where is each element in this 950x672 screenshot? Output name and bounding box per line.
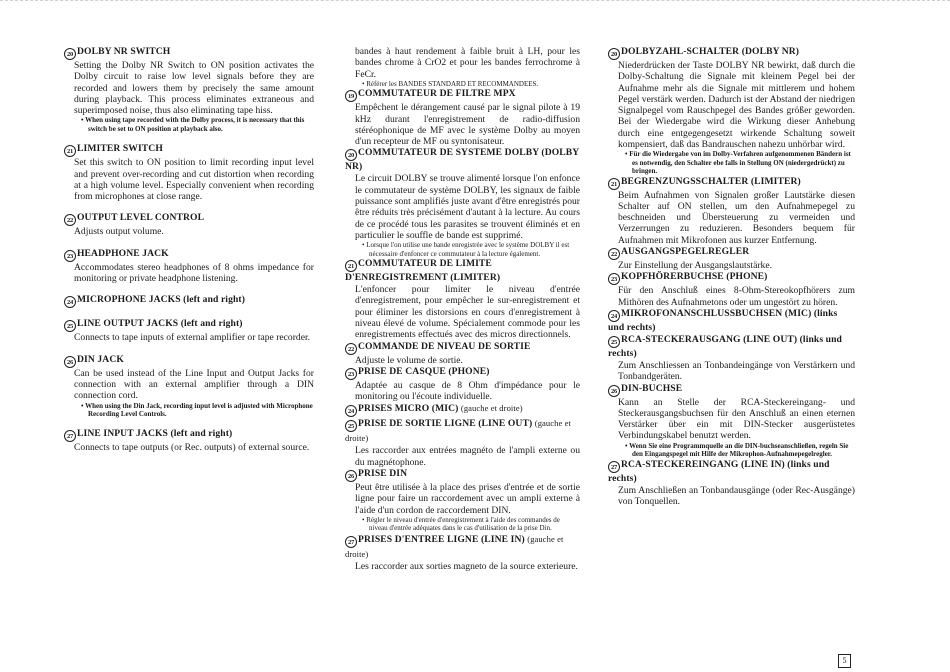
section-body: L'enfoncer pour limiter le niveau d'entrée d'enregistrement, pour empêcher le sur-enregistrement et pour éliminer les distorsions en cours d'enregistrement à niveau élevé de volume. Spécialement commode pour les enregistrements effectués avec des micros directionnels.: [355, 284, 580, 341]
french-section-27: [345, 533, 580, 572]
section-body: Zum Anschließen an Tonbandausgänge (oder Rec-Ausgänge) von Tonquellen.: [618, 484, 855, 507]
section-heading: [64, 212, 314, 226]
item-number-badge: 27: [345, 536, 357, 548]
item-number-badge: 25: [64, 320, 76, 332]
item-number-badge: 25: [608, 336, 620, 348]
section-heading: [345, 341, 580, 355]
note-text: Référer les BANDES STANDARD ET RECOMMANDEES.: [366, 79, 539, 88]
section-heading: [608, 308, 855, 334]
english-section-21: [64, 143, 314, 202]
item-number-badge: 19: [345, 90, 357, 102]
section-heading: [345, 88, 580, 102]
section-title: COMMUTATEUR DE SYSTEME DOLBY (DOLBY NR): [345, 147, 579, 173]
item-number-badge: 21: [64, 145, 76, 157]
section-heading: [608, 271, 855, 285]
item-number-badge: 26: [608, 385, 620, 397]
section-heading: [345, 417, 580, 445]
english-section-23: [64, 248, 314, 285]
french-section-20: [345, 147, 580, 258]
section-heading: [64, 428, 314, 442]
section-title-qualifier: (gauche et droite): [460, 403, 523, 414]
section-title: LINE OUTPUT JACKS (left and right): [77, 318, 243, 330]
french-column: [345, 46, 580, 572]
french-section-24: [345, 402, 580, 417]
section-body: Les raccorder aux sorties magneto de la source exterieure.: [355, 560, 578, 572]
top-divider: [0, 0, 950, 3]
bullet-icon: •: [81, 401, 86, 410]
item-number-badge: 22: [608, 248, 620, 260]
section-body: Accommodates stereo headphones of 8 ohms impedance for monitoring or private headphone listening.: [74, 261, 314, 285]
item-number-badge: 26: [64, 356, 76, 368]
section-body: Adaptée au casque de 8 Ohm d'impédance pour le monitoring ou l'écoute individuelle.: [355, 379, 580, 403]
section-note: [345, 516, 580, 533]
item-number-badge: 20: [345, 149, 357, 161]
section-body: Peut être utilisée à la place des prises d'entrée et de sortie ligne pour faire un raccordement avec un ampli externe à l'aide d'un cordon de raccordement DIN.: [355, 482, 580, 516]
section-heading: [345, 402, 580, 417]
french-section-22: [345, 341, 580, 366]
german-section-25: [608, 334, 855, 383]
english-section-20: [64, 46, 314, 133]
section-body: Set this switch to ON position to limit recording input level and prevent over-recording and cut distortion when recording at a high volume level. Especially convenient when recording from microphones at close range.: [74, 157, 314, 203]
section-title: PRISES D'ENTREE LIGNE (LINE IN): [358, 533, 525, 545]
section-title: RCA-STECKERAUSGANG (LINE OUT) (links und rechts): [608, 333, 842, 359]
section-heading: [608, 176, 855, 190]
note-text: When using tape recorded with the Dolby process, it is necessary that this switch be set to ON position at playback also.: [85, 116, 305, 133]
section-body: Kann an Stelle der RCA-Steckereingang- und Steckerausgangsbuchsen für den Anschluß an einen eternen Verstärker über ein mit DIN-Stecker ausgerüstetes Verbindungskabel benutzt werden.: [618, 396, 855, 442]
section-title: HEADPHONE JACK: [77, 247, 169, 259]
section-note: [345, 241, 580, 258]
bullet-icon: •: [362, 79, 367, 88]
section-heading: [608, 459, 855, 485]
section-title: DIN JACK: [77, 353, 124, 365]
bullet-icon: •: [625, 150, 630, 159]
section-heading: [345, 258, 580, 284]
section-title: PRISE DIN: [358, 468, 408, 480]
section-title: PRISE DE CASQUE (PHONE): [358, 365, 490, 377]
section-title: COMMUTATEUR DE LIMITE D'ENREGISTREMENT (LIMITER): [345, 258, 501, 284]
item-number-badge: 23: [345, 368, 357, 380]
section-body: Adjusts output volume.: [74, 226, 164, 238]
section-title: OUTPUT LEVEL CONTROL: [77, 212, 205, 224]
french-section-25: [345, 417, 580, 468]
section-heading: [64, 318, 314, 332]
section-heading: [608, 46, 855, 60]
bullet-icon: •: [362, 515, 367, 524]
section-title: KOPFHÖRERBUCHSE (PHONE): [621, 271, 768, 283]
item-number-badge: 25: [345, 420, 357, 432]
section-title: COMMUTATEUR DE FILTRE MPX: [358, 88, 516, 100]
section-note: [608, 150, 855, 175]
section-title: RCA-STECKEREINGANG (LINE IN) (links und rechts): [608, 458, 830, 484]
section-heading: [64, 354, 314, 368]
section-heading: [345, 468, 580, 482]
section-body: Adjuste le volume de sortie.: [355, 354, 463, 366]
french-section-21: [345, 258, 580, 340]
german-section-22: [608, 246, 855, 271]
bullet-icon: •: [81, 116, 86, 125]
french-section-26: [345, 468, 580, 533]
item-number-badge: 24: [64, 296, 76, 308]
section-title: LINE INPUT JACKS (left and right): [77, 428, 233, 440]
section-title: LIMITER SWITCH: [77, 143, 163, 155]
section-body: Zur Einstellung der Ausgangslautstärke.: [618, 260, 773, 272]
section-body: Zum Anschliessen an Tonbandeingänge von Verstärkern und Tonbandgeräten.: [618, 359, 855, 383]
section-body: Can be used instead of the Line Input and Output Jacks for connection with an external amplifier through a DIN connection cord.: [74, 367, 314, 402]
section-heading: [64, 248, 314, 262]
item-number-badge: 22: [64, 214, 76, 226]
item-number-badge: 27: [608, 461, 620, 473]
section-heading: [64, 143, 314, 157]
section-note: [64, 116, 314, 133]
english-section-24: [64, 294, 314, 308]
note-text: Für die Wiedergabe von im Dolby-Verfahren aufgenommenen Bändern ist es notwendig, den Schalter ebe falls in Stellung ON (niedergedrückt) zu bringen.: [629, 150, 851, 176]
section-title: DOLBYZAHL-SCHALTER (DOLBY NR): [621, 46, 800, 57]
section-title: MICROPHONE JACKS (left and right): [77, 294, 245, 306]
section-body: Niederdrücken der Taste DOLBY NR bewirkt, daß durch die Dolby-Schaltung die Signale mit kleinem Pegel bei der Aufnahme mehr als die Signale mit mittlerem und hohem Pegel verstärk werden. Dadurch ist der Abstand der niedrigen Signalpegel vom Rauschpegel des Bandes größer geworden. Bei der Wiedergabe wird die Wirkung dieser Anhebung durch eine entgegengesetzt wirkende Schaltung soweit kompensiert, daß das Bandrauschen nahezu unhörbar wird.: [618, 60, 855, 151]
section-note: [64, 402, 314, 419]
section-title: PRISE DE SORTIE LIGNE (LINE OUT): [358, 418, 533, 430]
english-section-26: [64, 354, 314, 419]
section-body: Empêchent le dérangement causé par le signal pilote à 19 kHz durant l'enregistrement de radio-diffusion stéréophonique de MF avec le système Dolby au moyen d'un recepteur de MF ou syntonisateur.: [355, 102, 580, 148]
section-heading: [608, 334, 855, 360]
english-section-22: [64, 212, 314, 237]
section-body: Beim Aufnahmen von Signalen großer Lautstärke diesen Schalter auf ON stellen, um den Aufnahmepegel zu beschneiden und Übersteuerung zu vermeiden und Verzerrungen zu reduzieren. Besonders bequem für Aufnahmen mit Mikrofonen aus kurzer Entfernung.: [618, 189, 855, 246]
section-note: [608, 442, 855, 459]
section-title: MIKROFONANSCHLUSSBUCHSEN (MIC) (links und rechts): [608, 307, 838, 333]
section-body: Setting the Dolby NR Switch to ON position activates the Dolby circuit to raise low level signals before they are recorded and lowers them by precisely the same amount during playback. This process eliminates extraneous and superimposed noise, thus also eliminating tape hiss.: [74, 60, 314, 117]
section-heading: [345, 147, 580, 173]
section-title-qualifier: (gauche et droite): [345, 418, 571, 444]
section-heading: [345, 366, 580, 380]
english-section-25: [64, 318, 314, 343]
section-heading: [345, 533, 580, 561]
bullet-icon: •: [362, 241, 367, 250]
section-title: DOLBY NR SWITCH: [77, 46, 171, 57]
item-number-badge: 24: [608, 310, 620, 322]
section-note: [345, 80, 580, 88]
german-column: [608, 46, 855, 507]
section-title: BEGRENZUNGSSCHALTER (LIMITER): [621, 175, 801, 187]
german-section-26: [608, 383, 855, 459]
item-number-badge: 23: [64, 250, 76, 262]
section-body: Connects to tape outputs (or Rec. outputs) of external source.: [74, 442, 310, 454]
section-body: bandes à haut rendement à faible bruit à LH, pour les bandes chrome à CrO2 et pour les bandes ferrochrome à FeCr.: [355, 46, 580, 80]
section-heading: [608, 383, 855, 397]
item-number-badge: 24: [345, 405, 357, 417]
section-title: COMMANDE DE NIVEAU DE SORTIE: [358, 340, 531, 352]
note-text: When using the Din Jack, recording input level is adjusted with Microphone Recording Level Controls.: [85, 401, 313, 418]
item-number-badge: 20: [608, 48, 620, 60]
french-section-cont: [345, 46, 580, 88]
section-title: DIN-BUCHSE: [621, 382, 683, 394]
item-number-badge: 23: [608, 273, 620, 285]
item-number-badge: 26: [345, 470, 357, 482]
note-text: Lorsque l'on utilise une bande enregistrée avec le système DOLBY il est nécessaire d'enfoncer ce commutateur à la lecture également.: [366, 241, 570, 258]
bullet-icon: •: [625, 441, 630, 450]
german-section-20: [608, 46, 855, 176]
section-body: Connects to tape inputs of external amplifier or tape recorder.: [74, 332, 311, 344]
english-section-27: [64, 428, 314, 453]
section-title-qualifier: (gauche et droite): [345, 533, 564, 559]
german-section-21: [608, 176, 855, 246]
section-title: PRISES MICRO (MIC): [358, 403, 459, 415]
item-number-badge: 27: [64, 430, 76, 442]
french-section-19: [345, 88, 580, 147]
item-number-badge: 20: [64, 48, 76, 60]
section-body: Les raccorder aux entrées magnéto de l'ampli externe ou du magnétophone.: [355, 445, 580, 468]
german-section-23: [608, 271, 855, 308]
item-number-badge: 21: [608, 178, 620, 190]
english-column: [64, 46, 314, 464]
note-text: Wenn Sie eine Programmquelle an die DIN-buchseanschließen, regeln Sie den Eingangspegel mit Hilfe der Mikrophon-Aufnahmepegelregler.: [629, 441, 849, 459]
section-body: Le circuit DOLBY se trouve alimenté lorsque l'on enfonce le commutateur de système DOLBY, les signaux de faible puissance sont amplifiés juste avant d'être enregistrés pour être réduits très précisément d'autant à la lecture. Au cours de ce procédé tous les parasites se trouvent éliminés et en particulier le souffle de bande est supprimé.: [355, 173, 580, 241]
item-number-badge: 21: [345, 260, 357, 272]
note-text: Régler le niveau d'entrée d'enregistrement à l'aide des commandes de niveau d'entrée adéquates dans le cas d'utilisation de la prise Din.: [366, 515, 560, 533]
section-body: Für den Anschluß eines 8-Ohm-Stereokopfhörers zum Mithören des Aufnahmetons oder um ungestört zu hören.: [618, 285, 855, 308]
section-heading: [64, 294, 314, 308]
section-title: AUSGANGSPEGELREGLER: [621, 246, 750, 258]
section-heading: [64, 46, 314, 60]
page-number: 5: [838, 654, 851, 668]
german-section-24: [608, 308, 855, 334]
french-section-23: [345, 366, 580, 403]
german-section-27: [608, 459, 855, 508]
section-heading: [608, 246, 855, 260]
item-number-badge: 22: [345, 343, 357, 355]
